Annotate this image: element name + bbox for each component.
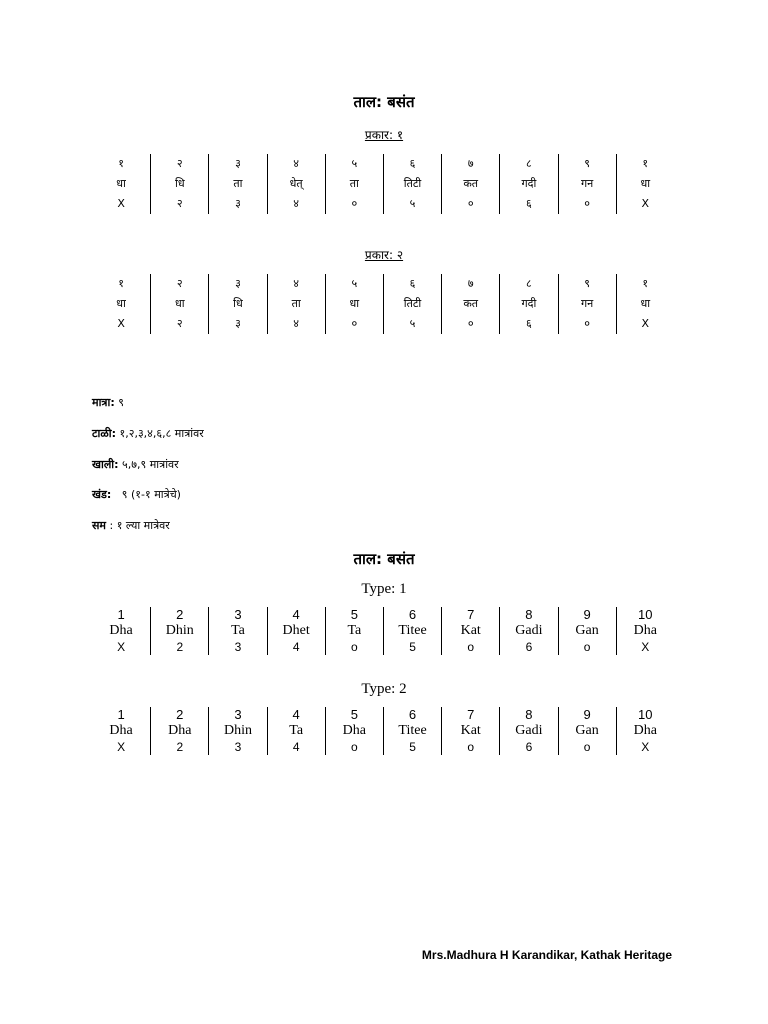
matra-column [267,154,325,214]
info-sam [92,518,170,533]
bol-text: धि [233,297,243,310]
bol-text: तिटी [403,177,422,190]
english-type-2-grid [92,707,674,755]
marathi-type-2-grid [92,274,674,334]
matra-number: ५ [351,277,358,290]
info-khand [92,487,181,502]
matra-number: 4 [292,607,300,622]
bol-text: ता [291,297,301,310]
bol-text: Ta [347,623,362,638]
matra-column [208,707,266,755]
matra-column [208,154,266,214]
taali-mark: X [641,740,650,754]
matra-column [558,707,616,755]
matra-number: ९ [584,157,590,170]
bol-text: Dhin [223,723,252,738]
taali-mark: ० [351,317,358,330]
bol-text: Ta [231,623,245,638]
matra-column [325,707,383,755]
matra-number: 6 [408,607,417,622]
matra-column [616,607,674,655]
taali-mark: X [641,317,650,330]
matra-number: 3 [234,707,242,722]
matra-column [92,707,150,755]
taali-mark: o [583,640,591,654]
english-type-1-grid [92,607,674,655]
matra-column [558,607,616,655]
matra-number: ६ [409,157,416,170]
bol-text: Dhet [282,623,310,638]
marathi-taal-title: ताल: बसंत [353,93,415,111]
matra-number: ५ [351,157,358,170]
matra-column [383,274,441,334]
marathi-type-1-grid [92,154,674,214]
matra-column [441,274,499,334]
bol-text: धा [640,177,651,190]
bol-text: Ta [289,723,304,738]
matra-column [441,154,499,214]
matra-number: ३ [235,157,241,170]
taali-mark: 3 [234,740,242,754]
matra-number: 10 [638,707,653,722]
matra-column [441,607,499,655]
bol-text: Dha [342,723,366,738]
marathi-type-2-label: प्रकार: २ [364,248,404,262]
taali-mark: ५ [409,317,416,330]
matra-column [325,607,383,655]
matra-number: ८ [526,277,532,290]
matra-column [208,607,266,655]
footer-credit: Mrs.Madhura H Karandikar, Kathak Heritage [421,948,672,962]
matra-number: 2 [176,707,184,722]
matra-column [267,707,325,755]
taali-mark: X [641,197,650,210]
matra-number: 9 [583,707,591,722]
taali-mark: 3 [234,640,242,654]
info-sam-value: : १ ल्या मात्रेवर [106,519,170,532]
info-taali [92,426,204,441]
matra-number: ७ [467,277,474,290]
matra-number: 7 [467,607,475,622]
matra-column [325,274,383,334]
bol-text: Dha [633,723,657,738]
matra-column [558,274,616,334]
info-matra-label: मात्रा: [92,396,115,409]
matra-number: २ [176,277,183,290]
taali-mark: ३ [235,317,241,330]
bol-text: Gadi [515,723,543,738]
marathi-type-1-label: प्रकार: १ [364,128,404,142]
taali-mark: ० [351,197,358,210]
matra-number: १ [642,157,649,170]
matra-number: १ [118,277,124,290]
matra-number: ३ [235,277,241,290]
taali-mark: २ [176,197,183,210]
matra-number: १ [118,157,124,170]
matra-column [616,274,674,334]
english-type-2-label: Type: 2 [361,681,407,697]
taali-mark: o [351,640,358,654]
matra-number: २ [176,157,183,170]
taali-mark: ५ [409,197,416,210]
taali-mark: o [467,640,475,654]
matra-number: ६ [409,277,416,290]
taali-mark: २ [176,317,183,330]
bol-text: ता [233,177,243,190]
matra-column [92,274,150,334]
bol-text: गदी [521,297,537,310]
info-sam-label: सम [92,519,107,532]
info-khaali-value: ५,७,९ मात्रांवर [118,458,179,471]
bol-text: गदी [521,177,537,190]
bol-text: Gan [575,723,599,738]
bol-text: Gan [575,623,599,638]
matra-column [383,154,441,214]
matra-column [267,607,325,655]
info-khaali [92,457,179,472]
english-taal-title: ताल: बसंत [353,550,415,568]
matra-number: 7 [467,707,475,722]
english-type-1-label: Type: 1 [361,581,407,597]
info-matra [92,395,124,410]
taali-mark: X [117,740,126,754]
matra-column [383,707,441,755]
bol-text: कत [463,297,479,310]
matra-number: 10 [638,607,653,622]
taali-mark: 5 [409,640,416,654]
taali-mark: ० [584,317,590,330]
bol-text: धा [640,297,651,310]
matra-number: 2 [176,607,184,622]
matra-column [383,607,441,655]
info-matra-value: ९ [114,396,124,409]
taali-mark: ६ [526,197,532,210]
taali-mark: ४ [293,317,300,330]
matra-number: 5 [350,607,358,622]
taali-mark: 4 [292,740,300,754]
matra-number: 6 [408,707,417,722]
matra-number: ४ [293,157,300,170]
matra-column [92,154,150,214]
bol-text: Gadi [515,623,543,638]
taali-mark: 6 [525,740,533,754]
bol-text: कत [463,177,479,190]
matra-column [499,707,557,755]
bol-text: Dha [109,623,133,638]
bol-text: धा [116,177,126,190]
bol-text: Kat [460,723,481,738]
info-khaali-label: खाली: [92,458,119,471]
matra-column [558,154,616,214]
matra-column [150,274,208,334]
taali-mark: ६ [526,317,532,330]
matra-number: ८ [526,157,532,170]
info-khand-value: ९ (१-१ मात्रेचे) [111,488,181,501]
matra-column [325,154,383,214]
matra-column [267,274,325,334]
matra-number: ७ [467,157,474,170]
matra-column [499,607,557,655]
taali-mark: o [583,740,591,754]
bol-text: धा [174,297,185,310]
taali-mark: X [117,640,126,654]
bol-text: Titee [398,723,427,738]
matra-number: ४ [293,277,300,290]
bol-text: तिटी [403,297,422,310]
bol-text: धा [116,297,126,310]
bol-text: ता [349,177,359,190]
matra-column [616,707,674,755]
matra-column [499,274,557,334]
matra-number: १ [642,277,649,290]
matra-number: 8 [525,607,533,622]
taali-mark: 2 [176,740,184,754]
bol-text: Dhin [165,623,194,638]
bol-text: धा [349,297,360,310]
taali-mark: 5 [409,740,416,754]
matra-column [616,154,674,214]
matra-column [208,274,266,334]
info-taali-label: टाळी: [92,427,117,440]
matra-number: 1 [117,707,125,722]
bol-text: गन [580,297,594,310]
taali-mark: ० [584,197,590,210]
bol-text: Dha [633,623,657,638]
bol-text: धि [174,177,185,190]
matra-number: 4 [292,707,300,722]
taali-mark: ४ [293,197,300,210]
matra-column [150,707,208,755]
matra-column [441,707,499,755]
matra-number: 5 [350,707,358,722]
matra-number: 1 [117,607,125,622]
taali-mark: o [351,740,358,754]
matra-number: 3 [234,607,242,622]
taali-mark: ३ [235,197,241,210]
bol-text: Kat [460,623,481,638]
info-taali-value: १,२,३,४,६,८ मात्रांवर [116,427,204,440]
taali-mark: 6 [525,640,533,654]
matra-number: 8 [525,707,533,722]
matra-number: 9 [583,607,591,622]
matra-column [150,607,208,655]
matra-column [499,154,557,214]
taali-mark: 4 [292,640,300,654]
taali-mark: 2 [176,640,184,654]
matra-column [150,154,208,214]
taali-mark: ० [467,317,474,330]
info-khand-label: खंड: [92,488,112,501]
matra-number: ९ [584,277,590,290]
bol-text: Dha [109,723,133,738]
bol-text: Titee [398,623,427,638]
bol-text: गन [580,177,594,190]
bol-text: धेत् [289,177,303,190]
taali-mark: X [641,640,650,654]
taali-mark: ० [467,197,474,210]
taali-mark: X [117,317,125,330]
bol-text: Dha [168,723,192,738]
taali-mark: o [467,740,475,754]
taali-mark: X [117,197,125,210]
matra-column [92,607,150,655]
